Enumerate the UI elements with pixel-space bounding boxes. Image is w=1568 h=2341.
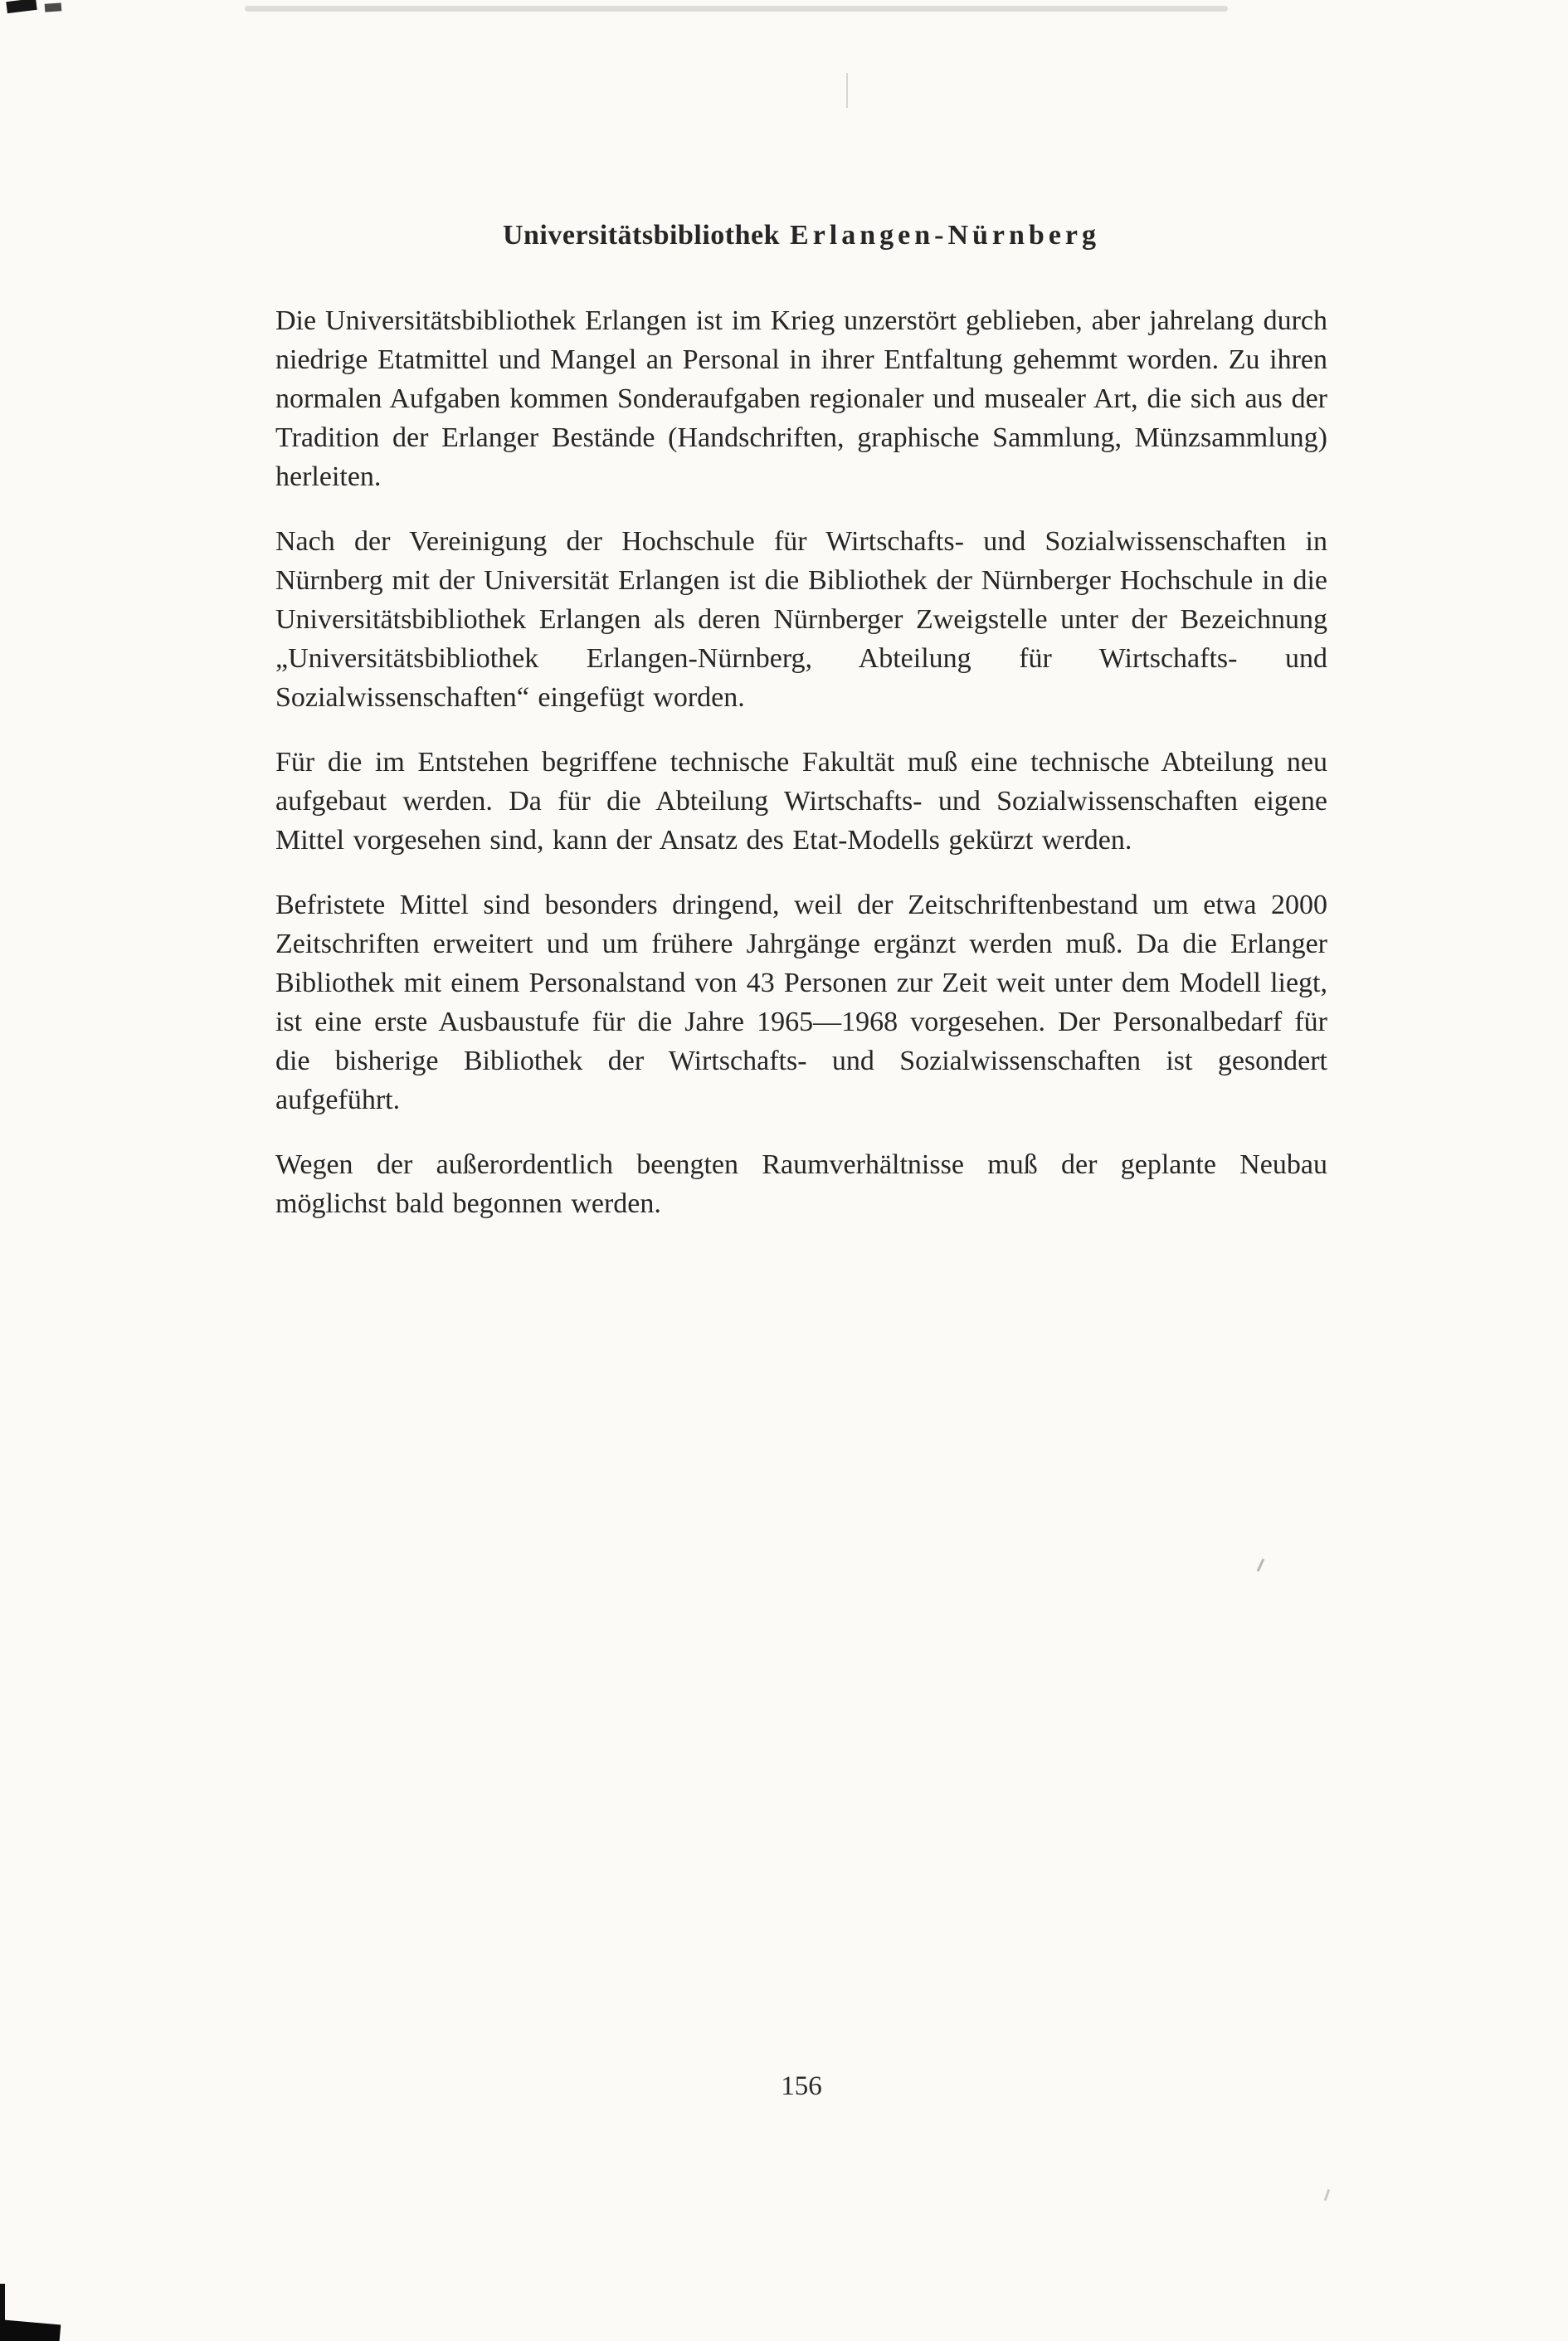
- paragraph: Nach der Vereinigung der Hochschule für Wirtschafts- und Sozialwissenschaften in Nürnberg mit der Universität Erlangen ist die Bibliothek der Nürnberger Hochschule in die Universitätsbibliothek Erlangen als deren Nürnberger Zweigstelle unter der Bezeichnung „Universitätsbibliothek Erlangen-Nürnberg, Abteilung für Wirtschafts- und Sozialwissenschaften“ eingefügt worden.: [275, 526, 1327, 713]
- page-title-normal: Universitätsbibliothek: [502, 220, 781, 251]
- scan-artifact: [1324, 2189, 1331, 2201]
- paragraph: Befristete Mittel sind besonders dringend, weil der Zeitschriftenbestand um etwa 2000 Zeitschriften erweitert und um frühere Jahrgänge ergänzt werden muß. Da die Erlanger Bibliothek mit einem Personalstand von 43 Personen zur Zeit weit unter dem Modell liegt, ist eine erste Ausbaustufe für die Jahre 1965—1968 vorgesehen. Der Personalbedarf für die bisherige Bibliothek der Wirtschafts- und Sozialwissenschaften ist gesondert aufgeführt.: [275, 890, 1327, 1115]
- paragraph: Für die im Entstehen begriffene technische Fakultät muß eine technische Abteilung neu aufgebaut werden. Da für die Abteilung Wirtschafts- und Sozialwissenschaften eigene Mittel vorgesehen sind, kann der Ansatz des Etat-Modells gekürzt werden.: [275, 747, 1327, 856]
- page-title-spaced: Erlangen-Nürnberg: [790, 220, 1101, 251]
- paragraph: Wegen der außerordentlich beengten Raumverhältnisse muß der geplante Neubau möglichst bald begonnen werden.: [275, 1149, 1327, 1219]
- page-number: 156: [781, 2071, 822, 2101]
- scan-artifact: [0, 2319, 61, 2341]
- scan-artifact: [1257, 1558, 1264, 1572]
- paragraph: Die Universitätsbibliothek Erlangen ist im Krieg unzerstört geblieben, aber jahrelang durch niedrige Etatmittel und Mangel an Personal in ihrer Entfaltung gehemmt worden. Zu ihren normalen Aufgaben kommen Sonderaufgaben regionaler und musealer Art, die sich aus der Tradition der Erlanger Bestände (Handschriften, graphische Sammlung, Münzsammlung) herleiten.: [275, 305, 1327, 492]
- scan-artifact: [846, 73, 848, 108]
- page-title: [275, 216, 1327, 255]
- text-block: [275, 216, 1327, 1249]
- scan-artifact: [6, 0, 37, 13]
- scan-artifact: [45, 2, 62, 12]
- scan-artifact: [245, 6, 1228, 12]
